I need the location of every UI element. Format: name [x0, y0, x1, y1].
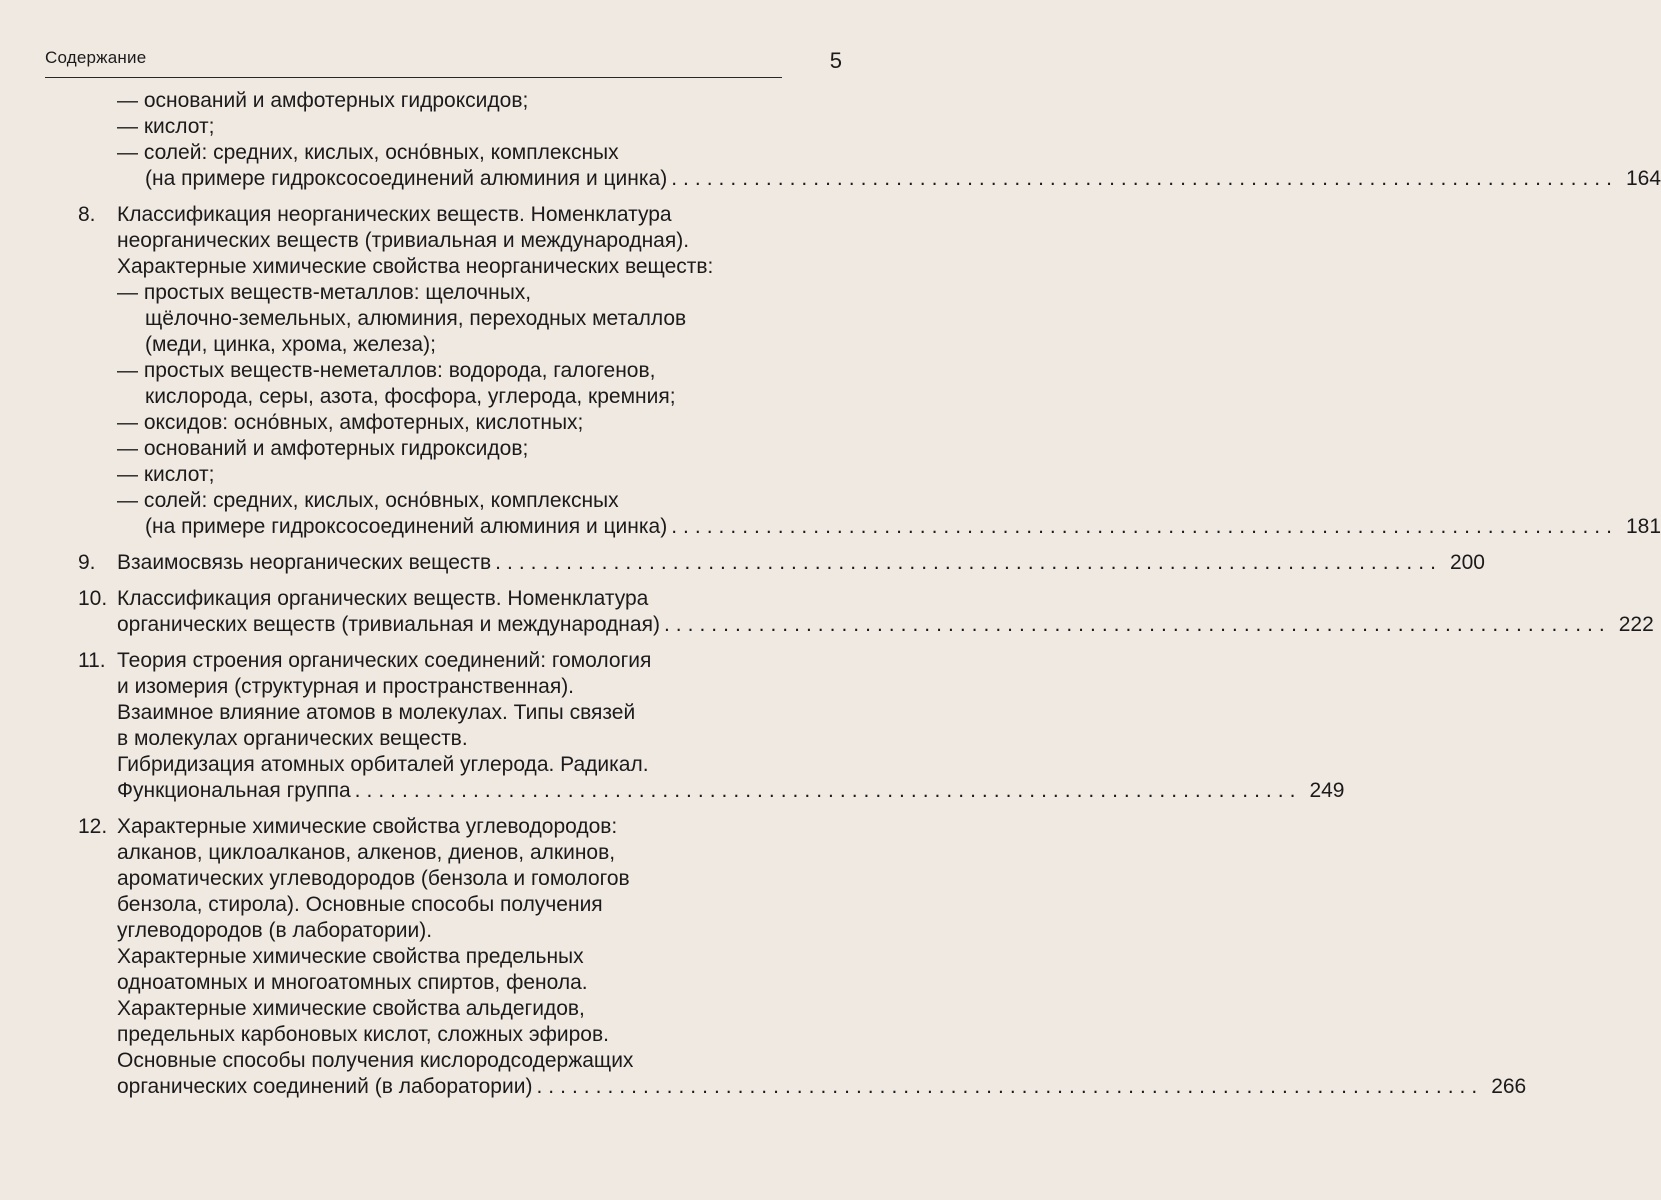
toc-entry-text: — простых веществ-неметаллов: водорода, галогенов, [117, 359, 656, 382]
toc-entry-text: бензола, стирола). Основные способы получения [117, 893, 603, 916]
toc-entry-number: 11. [78, 649, 106, 672]
dot-leader: ................................................................................ [671, 167, 1618, 190]
toc-entry-text: Характерные химические свойства предельных [117, 945, 584, 968]
toc-line [0, 254, 900, 280]
toc-entry-text: органических веществ (тривиальная и международная) [117, 613, 660, 636]
toc-entry-text: предельных карбоновых кислот, сложных эфиров. [117, 1023, 609, 1046]
toc-entry-number: 12. [78, 815, 108, 838]
toc-entry-text: Взаимосвязь неорганических веществ [117, 551, 492, 574]
toc-entry-text: кислорода, серы, азота, фосфора, углерода, кремния; [145, 385, 676, 408]
toc-entry-text: — оксидов: осно́вных, амфотерных, кислотных; [117, 411, 584, 434]
toc-entry [0, 88, 1661, 192]
toc-entry-text: углеводородов (в лаборатории). [117, 919, 433, 942]
toc-line [0, 358, 900, 384]
toc-entry [0, 202, 1661, 540]
toc-line [0, 550, 1485, 576]
toc-line [0, 840, 900, 866]
toc-entry-page: 222 [1618, 613, 1654, 636]
toc-entry-text: Основные способы получения кислородсодержащих [117, 1049, 634, 1072]
toc-entry-text: ароматических углеводородов (бензола и гомологов [117, 867, 630, 890]
toc-line [0, 814, 900, 840]
toc-line [0, 140, 900, 166]
toc-entry-text: щёлочно-земельных, алюминия, переходных металлов [145, 307, 687, 330]
toc-line [0, 88, 900, 114]
toc-entry-text: Классификация органических веществ. Номенклатура [117, 587, 649, 610]
toc-entry-text: Характерные химические свойства альдегидов, [117, 997, 585, 1020]
toc-line [0, 918, 900, 944]
dot-leader: ................................................................................ [495, 551, 1442, 574]
toc-entry-text: алканов, циклоалканов, алкенов, диенов, алкинов, [117, 841, 616, 864]
toc-entry-text: — оснований и амфотерных гидроксидов; [117, 89, 529, 112]
toc-entry-page: 249 [1309, 779, 1345, 802]
toc-entry [0, 550, 1485, 576]
toc-entry-text: Классификация неорганических веществ. Номенклатура [117, 203, 672, 226]
toc-entry-page: 181 [1625, 515, 1661, 538]
page-number: 5 [829, 48, 842, 73]
toc-line [0, 892, 900, 918]
toc-entry-text: (на примере гидроксосоединений алюминия и цинка) [145, 515, 668, 538]
toc-line [0, 586, 900, 612]
toc-entry-text: — простых веществ-металлов: щелочных, [117, 281, 532, 304]
toc-entry-text: (меди, цинка, хрома, железа); [145, 333, 436, 356]
header-rule [45, 77, 782, 78]
toc-line [0, 514, 1661, 540]
toc-line [0, 228, 900, 254]
toc-entry-number: 10. [78, 587, 108, 610]
running-header-title: Содержание [45, 48, 147, 67]
toc-line [0, 114, 900, 140]
toc-line [0, 384, 900, 410]
toc-line [0, 166, 1661, 192]
toc-line [0, 778, 1345, 804]
toc-entry [0, 814, 1527, 1100]
toc-line [0, 1074, 1527, 1100]
toc-line [0, 996, 900, 1022]
toc-entry-text: — кислот; [117, 115, 215, 138]
toc-line [0, 612, 1654, 638]
toc-entry-text: Характерные химические свойства углеводородов: [117, 815, 618, 838]
toc-entry-text: — кислот; [117, 463, 215, 486]
dot-leader: ................................................................................ [536, 1075, 1484, 1098]
toc-line [0, 202, 900, 228]
toc-line [0, 648, 900, 674]
toc-entry-page: 266 [1491, 1075, 1527, 1098]
toc-entry-page: 200 [1449, 551, 1485, 574]
toc-line [0, 944, 900, 970]
toc-line [0, 970, 900, 996]
toc-entry-text: органических соединений (в лаборатории) [117, 1075, 533, 1098]
toc-line [0, 306, 900, 332]
dot-leader: ................................................................................ [663, 613, 1611, 636]
toc-entry-text: — солей: средних, кислых, осно́вных, комплексных [117, 141, 619, 164]
toc-line [0, 866, 900, 892]
toc-entry-page: 164 [1625, 167, 1661, 190]
toc-entry-text: — солей: средних, кислых, осно́вных, комплексных [117, 489, 619, 512]
toc-entry [0, 648, 1345, 804]
toc-entry-text: Гибридизация атомных орбиталей углерода. Радикал. [117, 753, 649, 776]
dot-leader: ................................................................................ [671, 515, 1618, 538]
toc-entry-number: 9. [78, 551, 96, 574]
toc-entry-text: неорганических веществ (тривиальная и международная). [117, 229, 690, 252]
toc-entry-text: Взаимное влияние атомов в молекулах. Типы связей [117, 701, 636, 724]
toc-entry-text: в молекулах органических веществ. [117, 727, 468, 750]
toc-line [0, 726, 900, 752]
toc-entry-text: — оснований и амфотерных гидроксидов; [117, 437, 529, 460]
toc-entry-text: (на примере гидроксосоединений алюминия и цинка) [145, 167, 668, 190]
toc-entry-text: и изомерия (структурная и пространственная). [117, 675, 575, 698]
toc-line [0, 462, 900, 488]
toc-line [0, 332, 900, 358]
toc-line [0, 280, 900, 306]
toc-line [0, 700, 900, 726]
toc-entry-text: одноатомных и многоатомных спиртов, фенола. [117, 971, 588, 994]
dot-leader: ................................................................................ [354, 779, 1302, 802]
toc-line [0, 674, 900, 700]
toc-line [0, 1048, 900, 1074]
toc-entry-text: Характерные химические свойства неорганических веществ: [117, 255, 714, 278]
toc-line [0, 752, 900, 778]
table-of-contents [0, 88, 1661, 1100]
toc-entry [0, 586, 1654, 638]
toc-entry-text: Теория строения органических соединений: гомология [117, 649, 652, 672]
toc-line [0, 436, 900, 462]
toc-entry-text: Функциональная группа [117, 779, 351, 802]
toc-line [0, 1022, 900, 1048]
toc-entry-number: 8. [78, 203, 96, 226]
toc-line [0, 488, 900, 514]
toc-line [0, 410, 900, 436]
